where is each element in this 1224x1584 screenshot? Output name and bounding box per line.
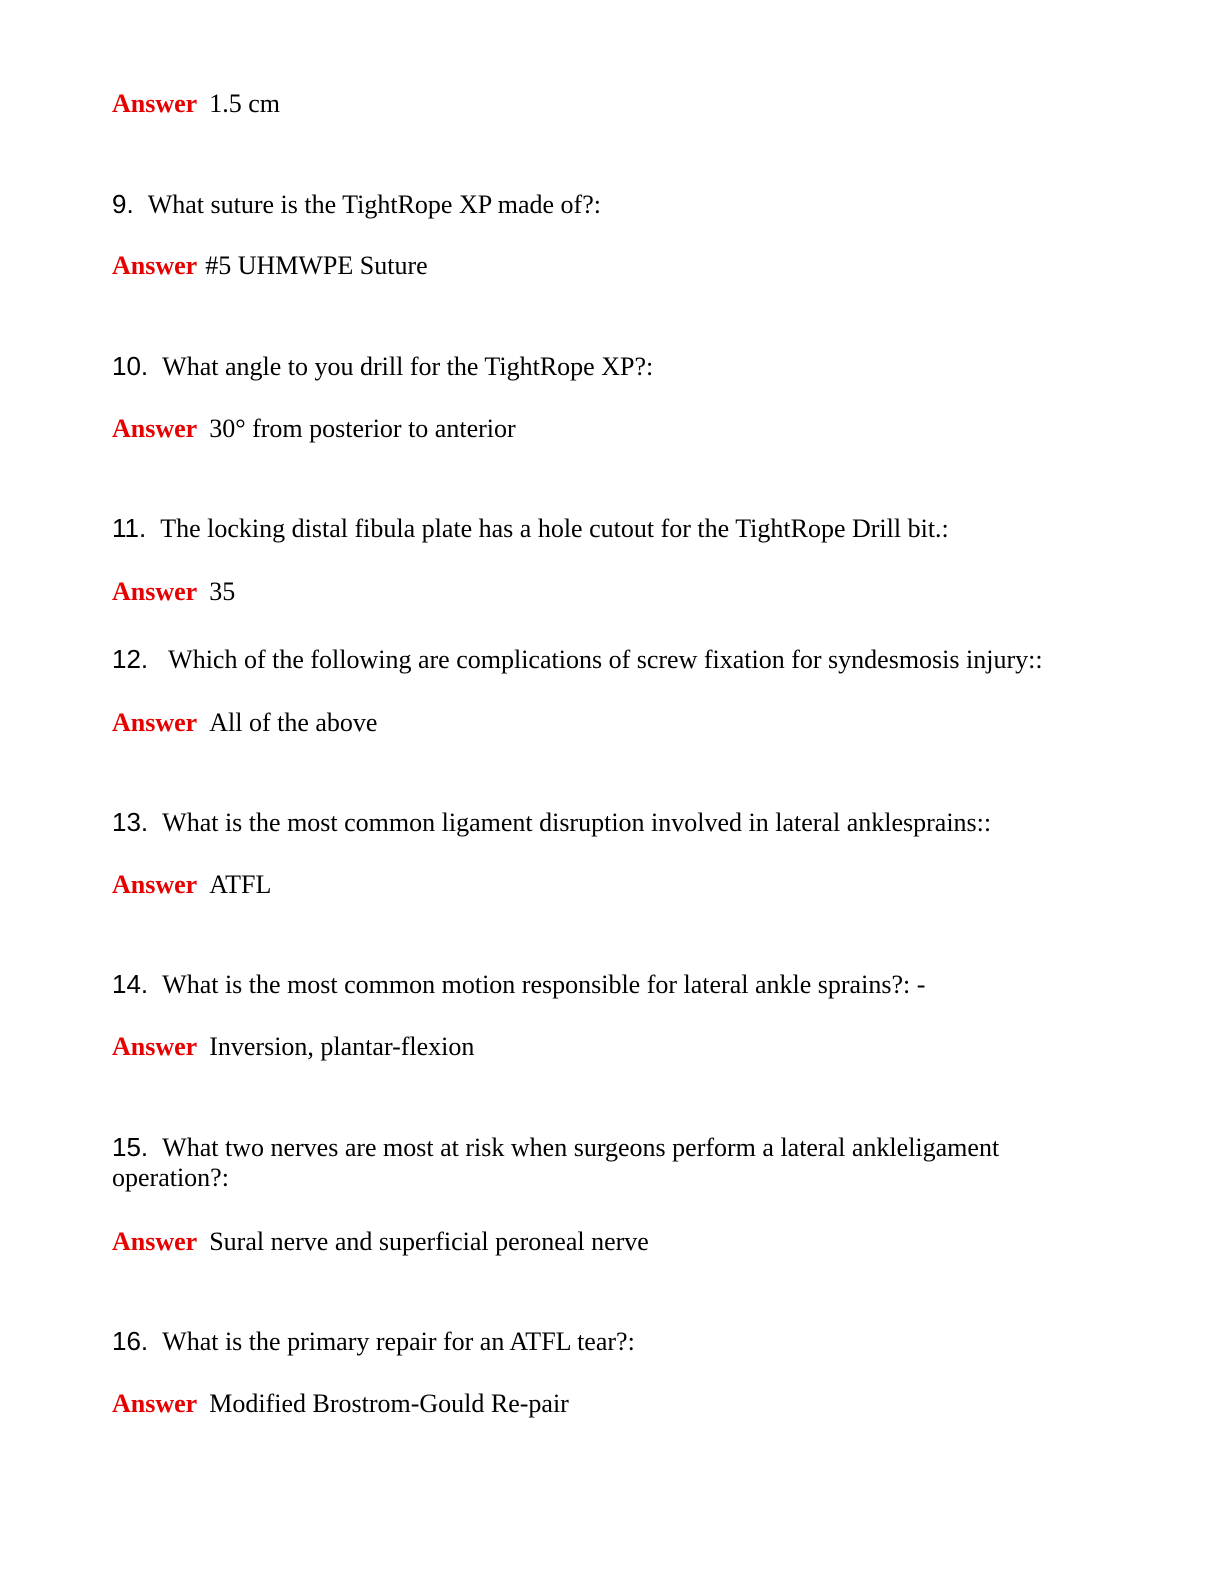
answer-label: Answer: [112, 89, 198, 118]
answer-line: [112, 1032, 474, 1062]
question-number: 9.: [112, 189, 134, 219]
question-line: [112, 1132, 1072, 1193]
answer-text: Sural nerve and superficial peroneal nerve: [209, 1227, 649, 1256]
answer-label: Answer: [112, 577, 198, 606]
answer-label: Answer: [112, 414, 198, 443]
question-text: What two nerves are most at risk when surgeons perform a lateral ankleligament operation?:: [112, 1133, 1000, 1192]
question-text: What is the most common ligament disruption involved in lateral anklesprains::: [162, 808, 992, 837]
question-number: 16.: [112, 1326, 149, 1356]
answer-text: 35: [209, 577, 236, 606]
question-text: What angle to you drill for the TightRope XP?:: [162, 352, 654, 381]
answer-line: [112, 251, 428, 281]
question-number: 11.: [112, 513, 147, 543]
answer-text: ATFL: [209, 870, 272, 899]
answer-label: Answer: [112, 251, 198, 280]
answer-label: Answer: [112, 870, 198, 899]
question-line: [112, 644, 1043, 675]
answer-text: All of the above: [209, 708, 378, 737]
question-line: [112, 513, 949, 544]
question-text: What suture is the TightRope XP made of?:: [147, 190, 601, 219]
answer-text: Inversion, plantar-flexion: [209, 1032, 475, 1061]
answer-line: [112, 414, 516, 444]
question-text: The locking distal fibula plate has a hole cutout for the TightRope Drill bit.:: [160, 514, 949, 543]
question-line: [112, 1326, 635, 1357]
answer-label: Answer: [112, 1389, 198, 1418]
answer-label: Answer: [112, 1227, 198, 1256]
answer-line: [112, 1227, 649, 1257]
answer-text: Modified Brostrom-Gould Re-pair: [209, 1389, 569, 1418]
answer-label: Answer: [112, 1032, 198, 1061]
question-number: 14.: [112, 969, 149, 999]
answer-text: 30° from posterior to anterior: [209, 414, 516, 443]
question-number: 13.: [112, 807, 149, 837]
answer-line: [112, 1389, 569, 1419]
question-line: [112, 807, 991, 838]
answer-text: 1.5 cm: [209, 89, 280, 118]
question-text: What is the most common motion responsible for lateral ankle sprains?: -: [162, 970, 926, 999]
answer-line: [112, 577, 235, 607]
question-number: 15.: [112, 1132, 149, 1162]
answer-label: Answer: [112, 708, 198, 737]
answer-line: [112, 89, 280, 119]
answer-line: [112, 870, 271, 900]
question-number: 12.: [112, 644, 149, 674]
question-text: Which of the following are complications of screw fixation for syndesmosis injury::: [168, 645, 1043, 674]
question-number: 10.: [112, 351, 149, 381]
question-line: [112, 969, 925, 1000]
question-line: [112, 189, 601, 220]
answer-line: [112, 708, 377, 738]
answer-text: #5 UHMWPE Suture: [205, 251, 428, 280]
question-text: What is the primary repair for an ATFL tear?:: [162, 1327, 635, 1356]
question-line: [112, 351, 653, 382]
